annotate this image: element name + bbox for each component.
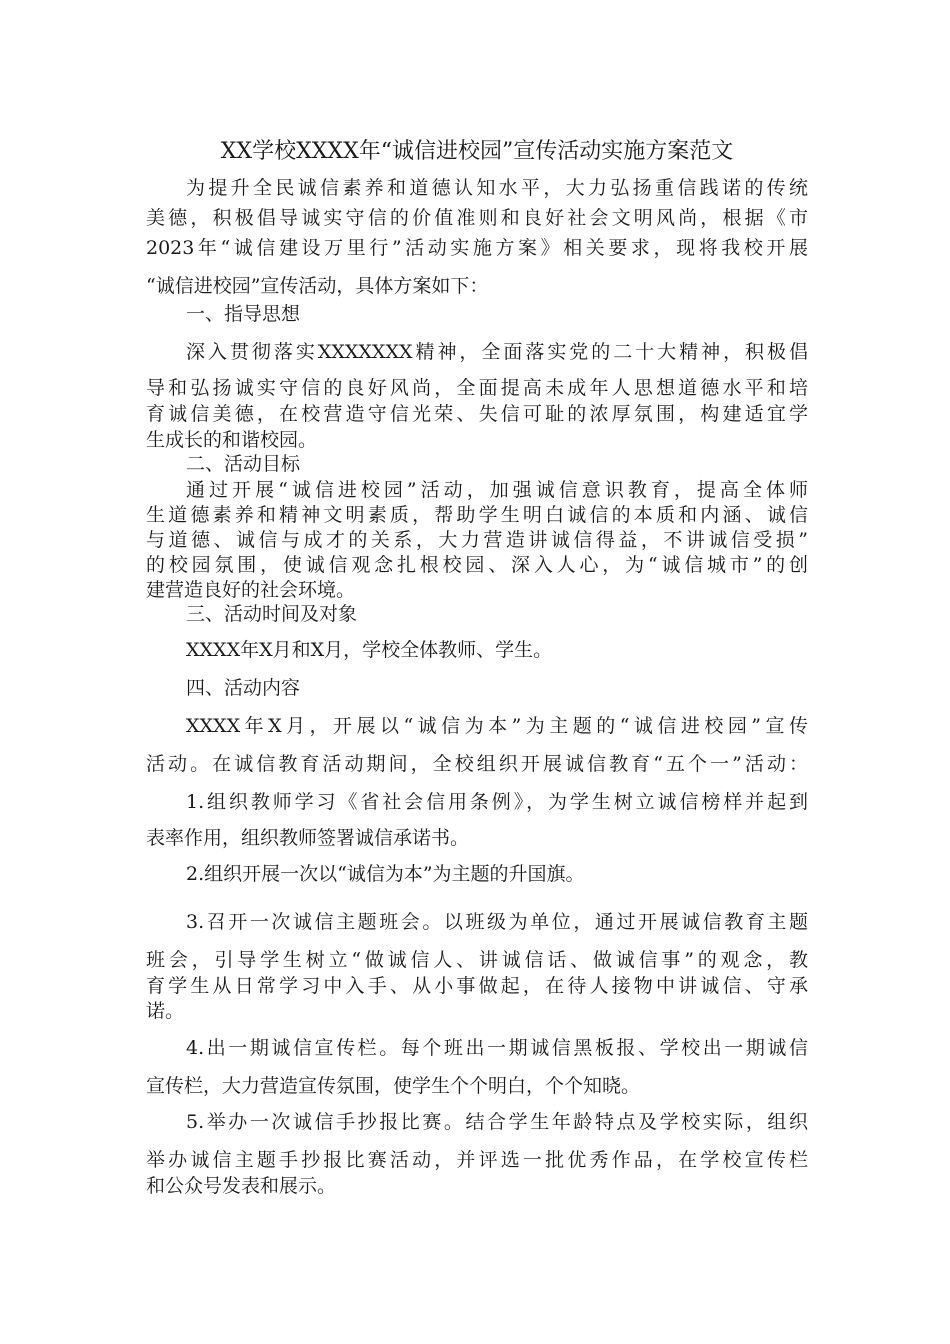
section-heading: 三、活动时间及对象 — [186, 603, 358, 625]
paragraph-line: 建营造良好的社会环境。 — [146, 579, 356, 601]
paragraph-line: 的校园氛围，使诚信观念扎根校园、深入人心，为“诚信城市”的创 — [146, 554, 808, 576]
paragraph-line: 导和弘扬诚实守信的良好风尚，全面提高未成年人思想道德水平和培 — [146, 377, 808, 399]
list-item-line: 班会，引导学生树立“做诚信人、讲诚信话、做诚信事”的观念，教 — [146, 949, 808, 971]
section-heading: 二、活动目标 — [186, 453, 301, 475]
paragraph-line: 为提升全民诚信素养和道德认知水平，大力弘扬重信践诺的传统 — [186, 177, 808, 199]
section-heading: 一、指导思想 — [186, 303, 301, 325]
paragraph-line: 与道德、诚信与成才的关系，大力营造讲诚信得益，不讲诚信受损” — [146, 529, 808, 551]
list-item-line: 育学生从日常学习中入手、从小事做起，在待人接物中讲诚信、守承 — [146, 975, 808, 997]
list-item-line: 3.召开一次诚信主题班会。以班级为单位，通过开展诚信教育主题 — [186, 911, 808, 933]
paragraph-line: 深入贯彻落实XXXXXXX精神，全面落实党的二十大精神，积极倡 — [186, 341, 808, 363]
paragraph-line: 2023年“诚信建设万里行”活动实施方案》相关要求，现将我校开展 — [146, 237, 808, 259]
list-item-line: 2.组织开展一次以“诚信为本”为主题的升国旗。 — [186, 863, 585, 885]
list-item-line: 5.举办一次诚信手抄报比赛。结合学生年龄特点及学校实际，组织 — [186, 1111, 808, 1133]
list-item-line: 4.出一期诚信宣传栏。每个班出一期诚信黑板报、学校出一期诚信 — [186, 1037, 808, 1059]
paragraph-line: 活动。在诚信教育活动期间，全校组织开展诚信教育“五个一”活动： — [146, 753, 808, 775]
list-item-line: 和公众号发表和展示。 — [146, 1175, 337, 1197]
paragraph-line: 生成长的和谐校园。 — [146, 429, 318, 451]
paragraph-line: 育诚信美德，在校营造守信光荣、失信可耻的浓厚氛围，构建适宜学 — [146, 403, 808, 425]
paragraph-line: “诚信进校园”宣传活动，具体方案如下： — [146, 275, 489, 297]
document-title: XX学校XXXX年“诚信进校园”宣传活动实施方案范文 — [220, 139, 734, 164]
list-item-line: 举办诚信主题手抄报比赛活动，并评选一批优秀作品，在学校宣传栏 — [146, 1149, 808, 1171]
paragraph-line: 通过开展“诚信进校园”活动，加强诚信意识教育，提高全体师 — [186, 479, 808, 501]
paragraph-line: XXXX年X月，开展以“诚信为本”为主题的“诚信进校园”宣传 — [186, 715, 808, 737]
list-item-line: 宣传栏，大力营造宣传氛围，使学生个个明白，个个知晓。 — [146, 1075, 641, 1097]
list-item-line: 表率作用，组织教师签署诚信承诺书。 — [146, 827, 470, 849]
paragraph-line: 生道德素养和精神文明素质，帮助学生明白诚信的本质和内涵、诚信 — [146, 504, 808, 526]
paragraph-line: XXXX年X月和X月，学校全体教师、学生。 — [186, 639, 553, 661]
list-item-line: 1.组织教师学习《省社会信用条例》，为学生树立诚信榜样并起到 — [186, 791, 808, 813]
paragraph-line: 美德，积极倡导诚实守信的价值准则和良好社会文明风尚，根据《市 — [146, 207, 808, 229]
list-item-line: 诺。 — [146, 1000, 185, 1022]
section-heading: 四、活动内容 — [186, 677, 301, 699]
